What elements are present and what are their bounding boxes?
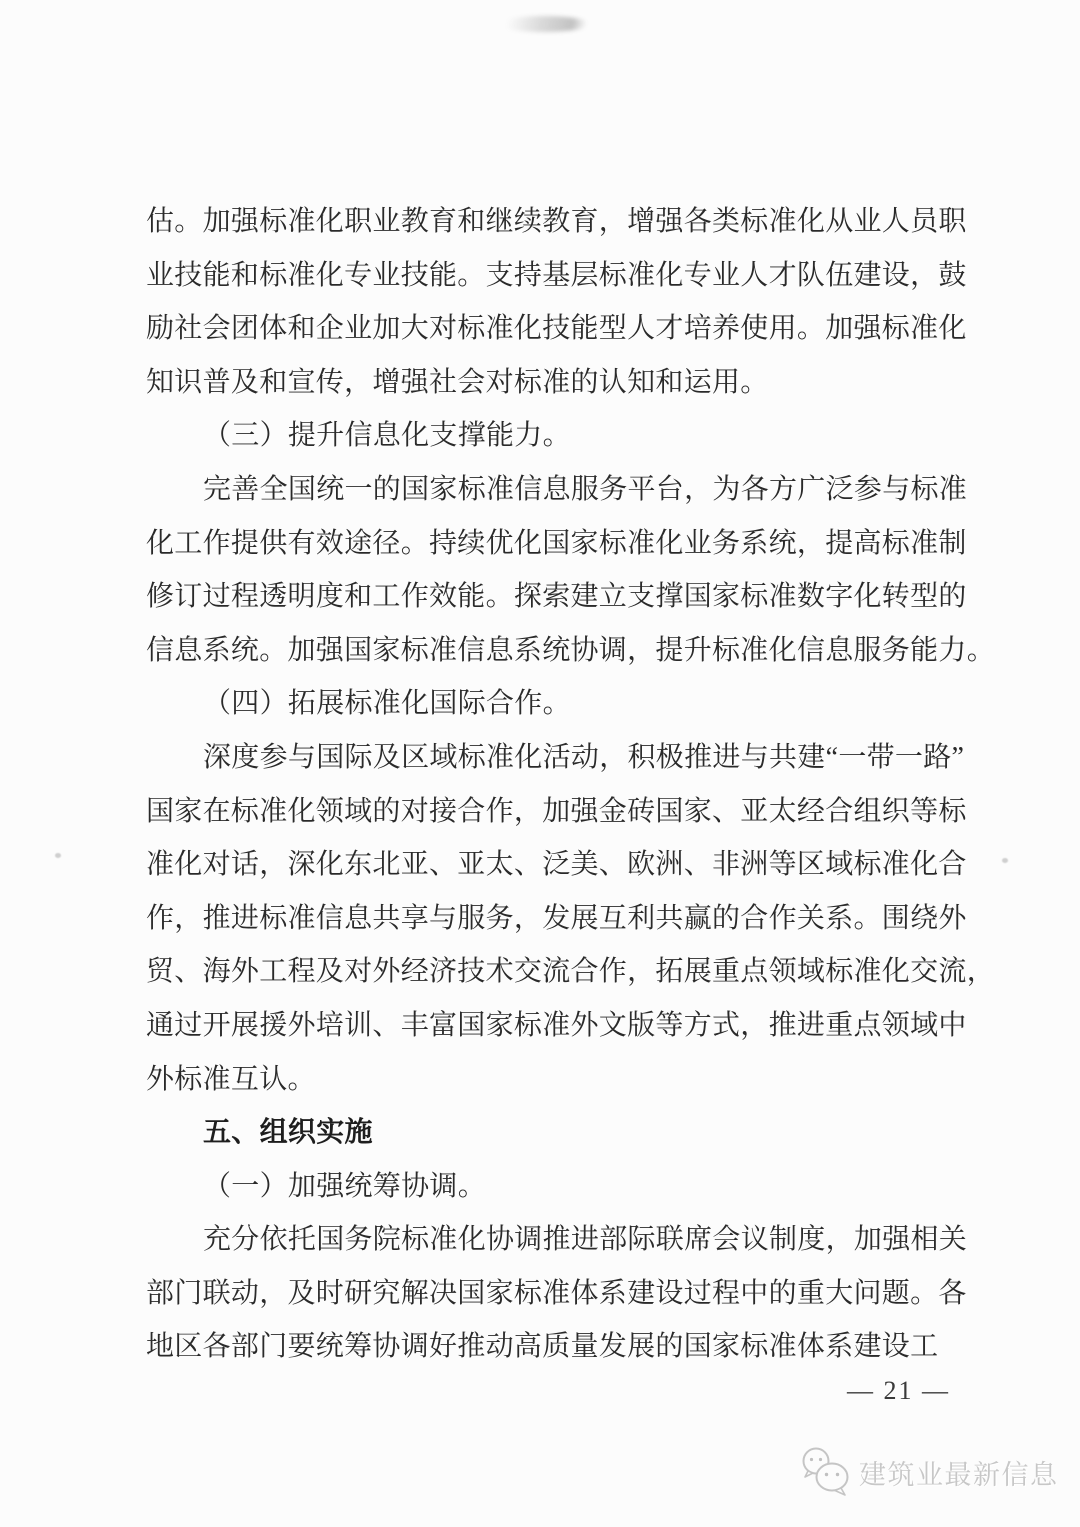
- text-line: 国家在标准化领域的对接合作，加强金砖国家、亚太经合组织等标: [146, 795, 967, 827]
- text-line: 修订过程透明度和工作效能。探索建立支撑国家标准数字化转型的: [146, 581, 967, 613]
- text-line: 通过开展援外培训、丰富国家标准外文版等方式，推进重点领域中: [146, 1009, 967, 1041]
- watermark: [799, 1446, 1059, 1498]
- page-number: — 21 —: [847, 1376, 950, 1405]
- text-line: 准化对话，深化东北亚、亚太、泛美、欧洲、非洲等区域标准化合: [146, 849, 967, 881]
- text-line: 化工作提供有效途径。持续优化国家标准化业务系统，提高标准制: [146, 527, 967, 559]
- text-line: 外标准互认。: [146, 1063, 316, 1095]
- text-line: 信息系统。加强国家标准信息系统协调，提升标准化信息服务能力。: [146, 634, 996, 666]
- text-line: 地区各部门要统筹协调好推动高质量发展的国家标准体系建设工: [146, 1331, 939, 1363]
- document-body: [146, 195, 996, 1374]
- text-line: 励社会团体和企业加大对标准化技能型人才培养使用。加强标准化: [146, 313, 967, 345]
- text-line: 深度参与国际及区域标准化活动，积极推进与共建“一带一路”: [203, 741, 965, 773]
- chat-bubbles-icon: [799, 1446, 853, 1498]
- subsection-heading: （四）拓展标准化国际合作。: [203, 688, 571, 720]
- text-line: 贸、海外工程及对外经济技术交流合作，拓展重点领域标准化交流，: [146, 956, 996, 988]
- text-line: 业技能和标准化专业技能。支持基层标准化专业人才队伍建设，鼓: [146, 259, 967, 291]
- watermark-label: 建筑业最新信息: [859, 1459, 1059, 1490]
- subsection-heading: （三）提升信息化支撑能力。: [203, 420, 571, 452]
- scan-smudge: [498, 16, 590, 32]
- text-line: 充分依托国务院标准化协调推进部际联席会议制度，加强相关: [203, 1224, 968, 1256]
- text-line: 知识普及和宣传，增强社会对标准的认知和运用。: [146, 366, 769, 398]
- text-line: 部门联动，及时研究解决国家标准体系建设过程中的重大问题。各: [146, 1277, 967, 1309]
- text-line: 作，推进标准信息共享与服务，发展互利共赢的合作关系。围绕外: [146, 902, 967, 934]
- scan-speck: [55, 853, 61, 858]
- text-line: 完善全国统一的国家标准信息服务平台，为各方广泛参与标准: [203, 473, 968, 505]
- scan-speck: [1002, 858, 1008, 863]
- section-heading: 五、组织实施: [203, 1117, 373, 1149]
- subsection-heading: （一）加强统筹协调。: [203, 1170, 487, 1202]
- text-line: 估。加强标准化职业教育和继续教育，增强各类标准化从业人员职: [146, 206, 967, 237]
